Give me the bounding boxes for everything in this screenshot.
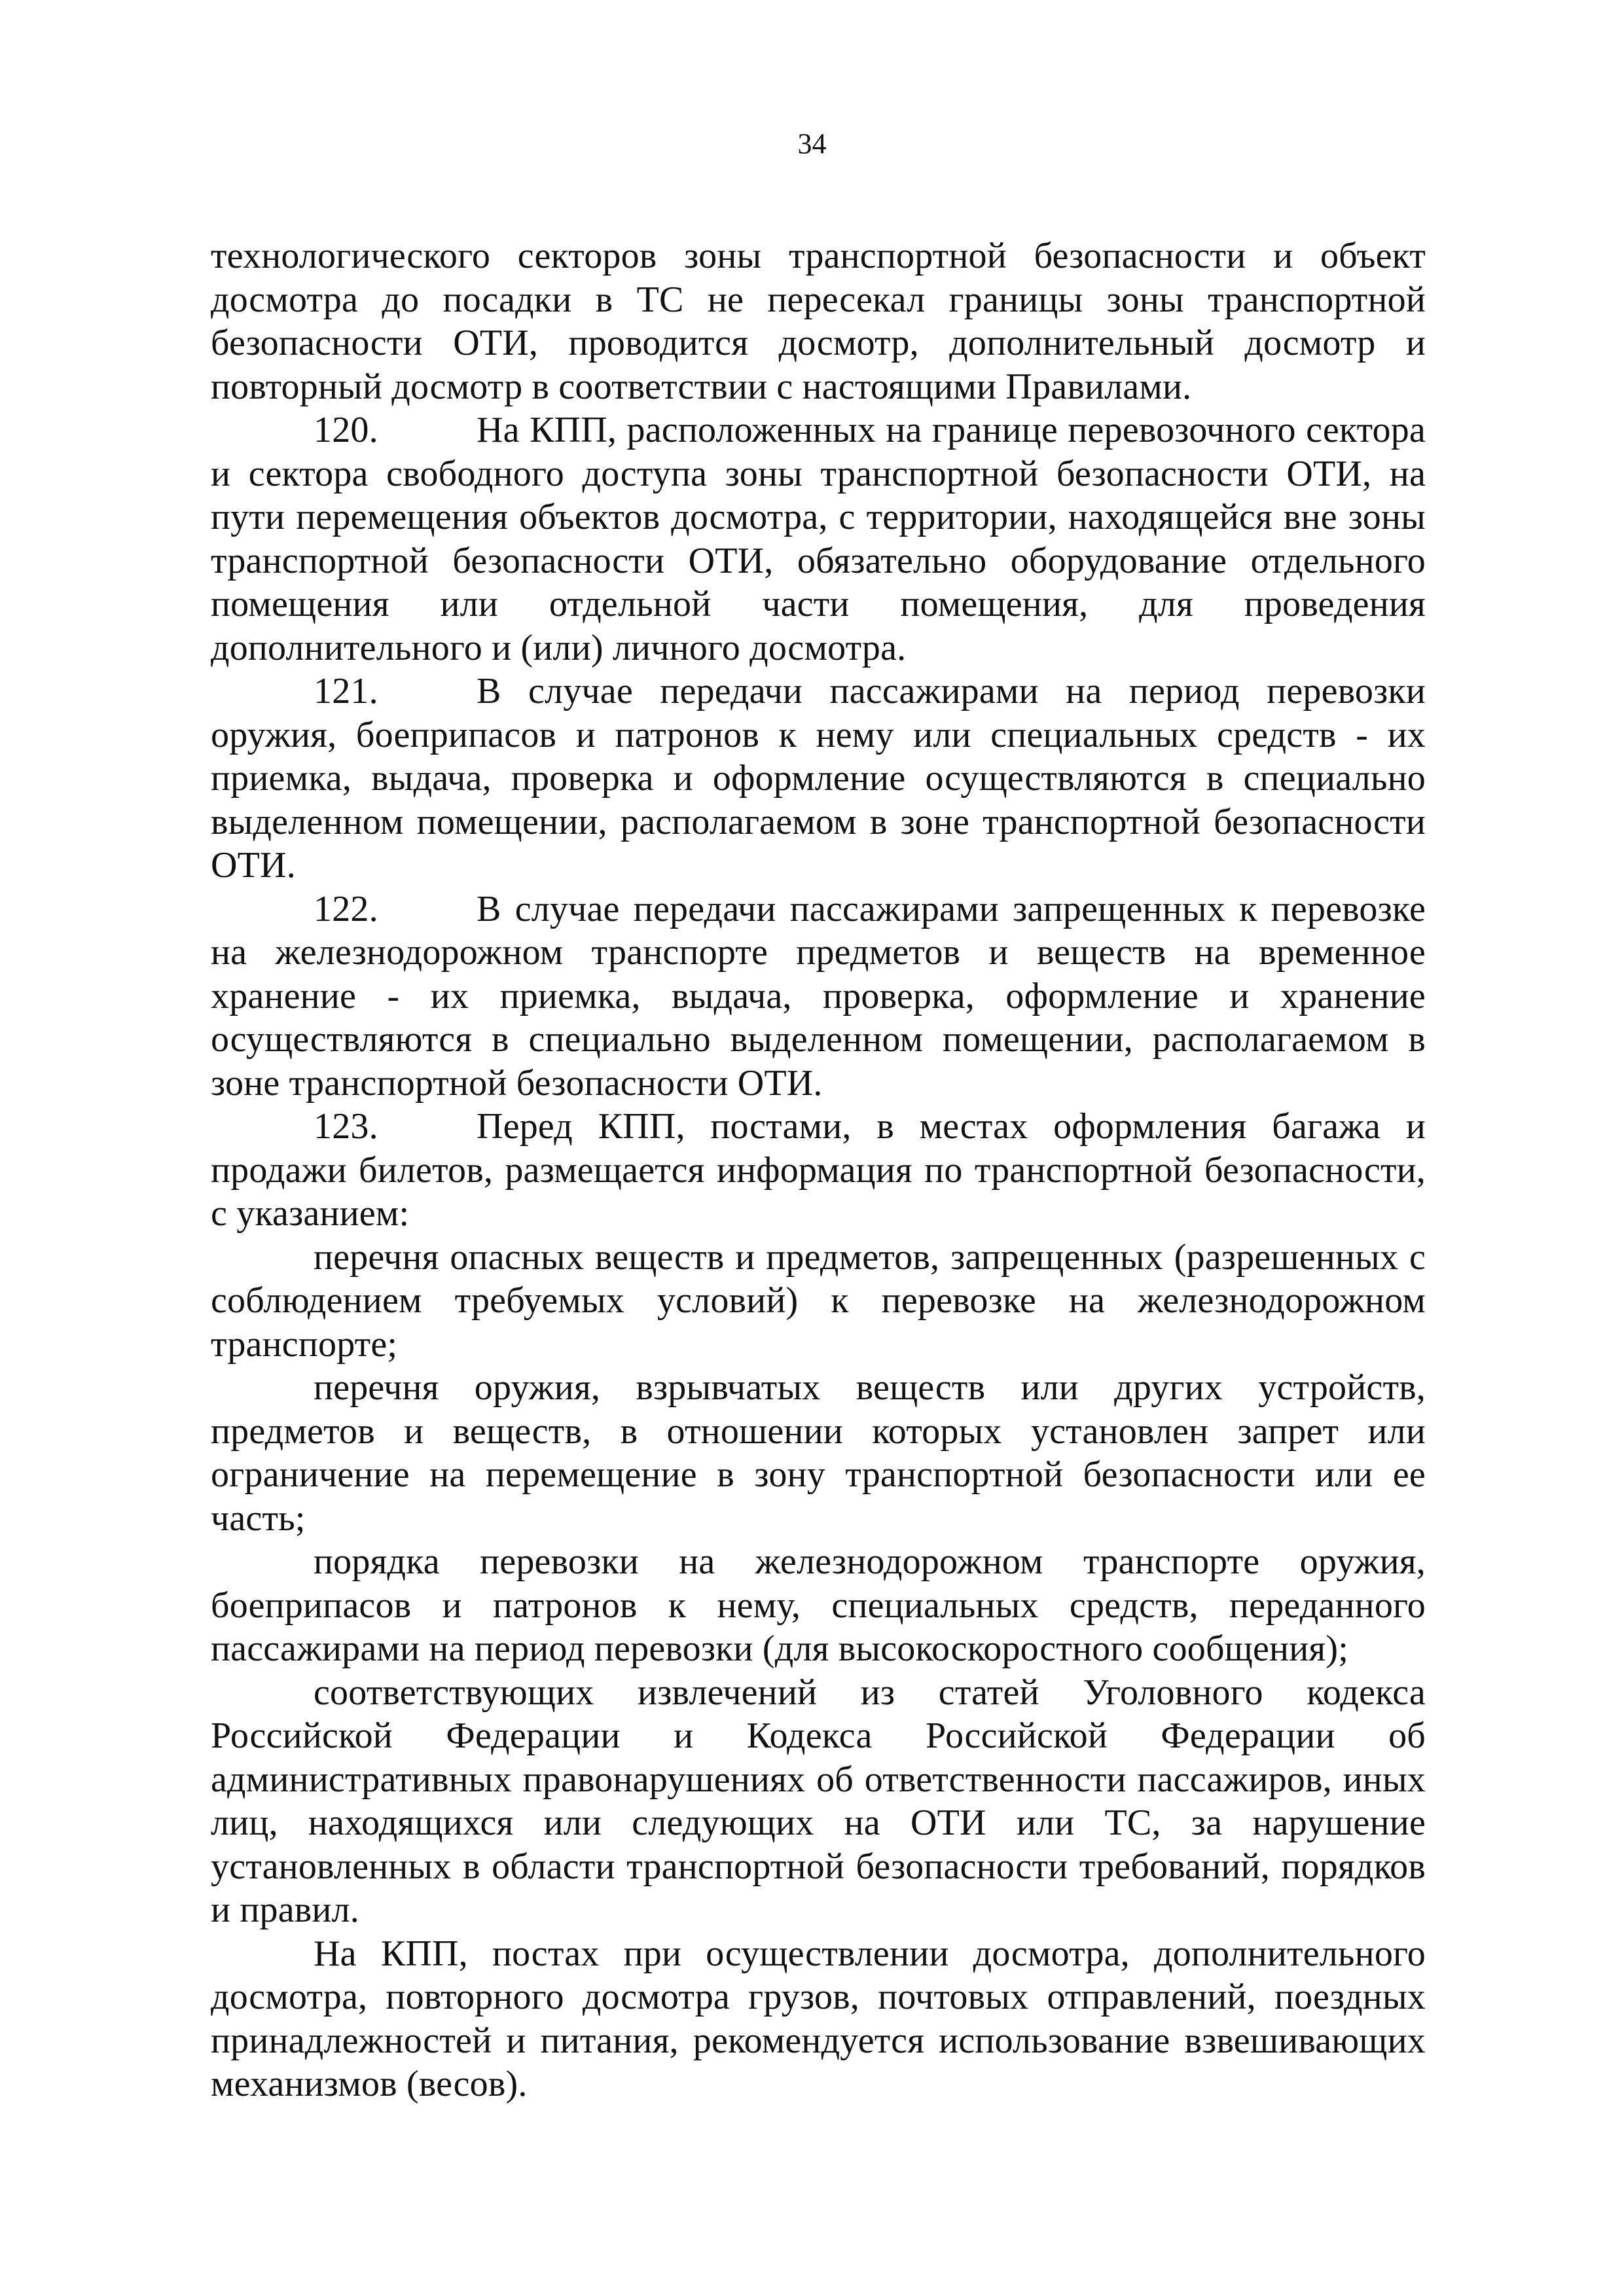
paragraph-122 <box>211 888 1426 1105</box>
list-item: перечня опасных веществ и предметов, запрещенных (разрешенных с соблюдением требуемых условий) к перевозке на железнодорожном транспорте; <box>211 1236 1426 1365</box>
paragraph-number: 123. <box>314 1106 378 1147</box>
list-item: соответствующих извлечений из статей Уголовного кодекса Российской Федерации и Кодекса Российской Федерации об административных правонарушениях об ответственности пассажиров, иных лиц, находящихся или следующих на ОТИ или ТС, за нарушение установленных в области транспортной безопасности требований, порядков и правил. <box>211 1672 1426 1930</box>
paragraph-120 <box>211 408 1426 670</box>
paragraph-text: В случае передачи пассажирами на период перевозки оружия, боеприпасов и патронов к нему или специальных средств - их приемка, выдача, проверка и оформление осуществляются в специально выделенном помещении, располагаемом в зоне транспортной безопасности ОТИ. <box>211 671 1426 886</box>
paragraph-121 <box>211 670 1426 888</box>
paragraph-number: 121. <box>314 671 378 711</box>
closing-paragraph: На КПП, постах при осуществлении досмотра, дополнительного досмотра, повторного досмотра грузов, почтовых отправлений, поездных принадлежностей и питания, рекомендуется использование взвешивающих механизмов (весов). <box>211 1933 1426 2104</box>
paragraph-number: 122. <box>314 888 378 929</box>
page-number: 34 <box>797 128 827 160</box>
paragraph-continuation <box>211 234 1426 408</box>
list-item: перечня оружия, взрывчатых веществ или других устройств, предметов и веществ, в отношении которых установлен запрет или ограничение на перемещение в зону транспортной безопасности или ее часть; <box>211 1367 1426 1539</box>
paragraph-text: Перед КПП, постами, в местах оформления багажа и продажи билетов, размещается информация по транспортной безопасности, с указанием: <box>211 1106 1426 1234</box>
paragraph-text: В случае передачи пассажирами запрещенных к перевозке на железнодорожном транспорте предметов и веществ на временное хранение - их приемка, выдача, проверка, оформление и хранение осуществляются в специально выделенном помещении, располагаемом в зоне транспортной безопасности ОТИ. <box>211 888 1426 1103</box>
paragraph-number: 120. <box>314 410 378 450</box>
document-body <box>211 234 1426 2106</box>
paragraph-text: На КПП, расположенных на границе перевозочного сектора и сектора свободного доступа зоны транспортной безопасности ОТИ, на пути перемещения объектов досмотра, с территории, находящейся вне зоны транспортной безопасности ОТИ, обязательно оборудование отдельного помещения или отдельной части помещения, для проведения дополнительного и (или) личного досмотра. <box>211 410 1426 668</box>
list-item: порядка перевозки на железнодорожном транспорте оружия, боеприпасов и патронов к нему, специальных средств, переданного пассажирами на период перевозки (для высокоскоростного сообщения); <box>211 1541 1426 1669</box>
paragraph-text: технологического секторов зоны транспортной безопасности и объект досмотра до посадки в ТС не пересекал границы зоны транспортной безопасности ОТИ, проводится досмотр, дополнительный досмотр и повторный досмотр в соответствии с настоящими Правилами. <box>211 236 1426 407</box>
paragraph-123 <box>211 1105 1426 1236</box>
